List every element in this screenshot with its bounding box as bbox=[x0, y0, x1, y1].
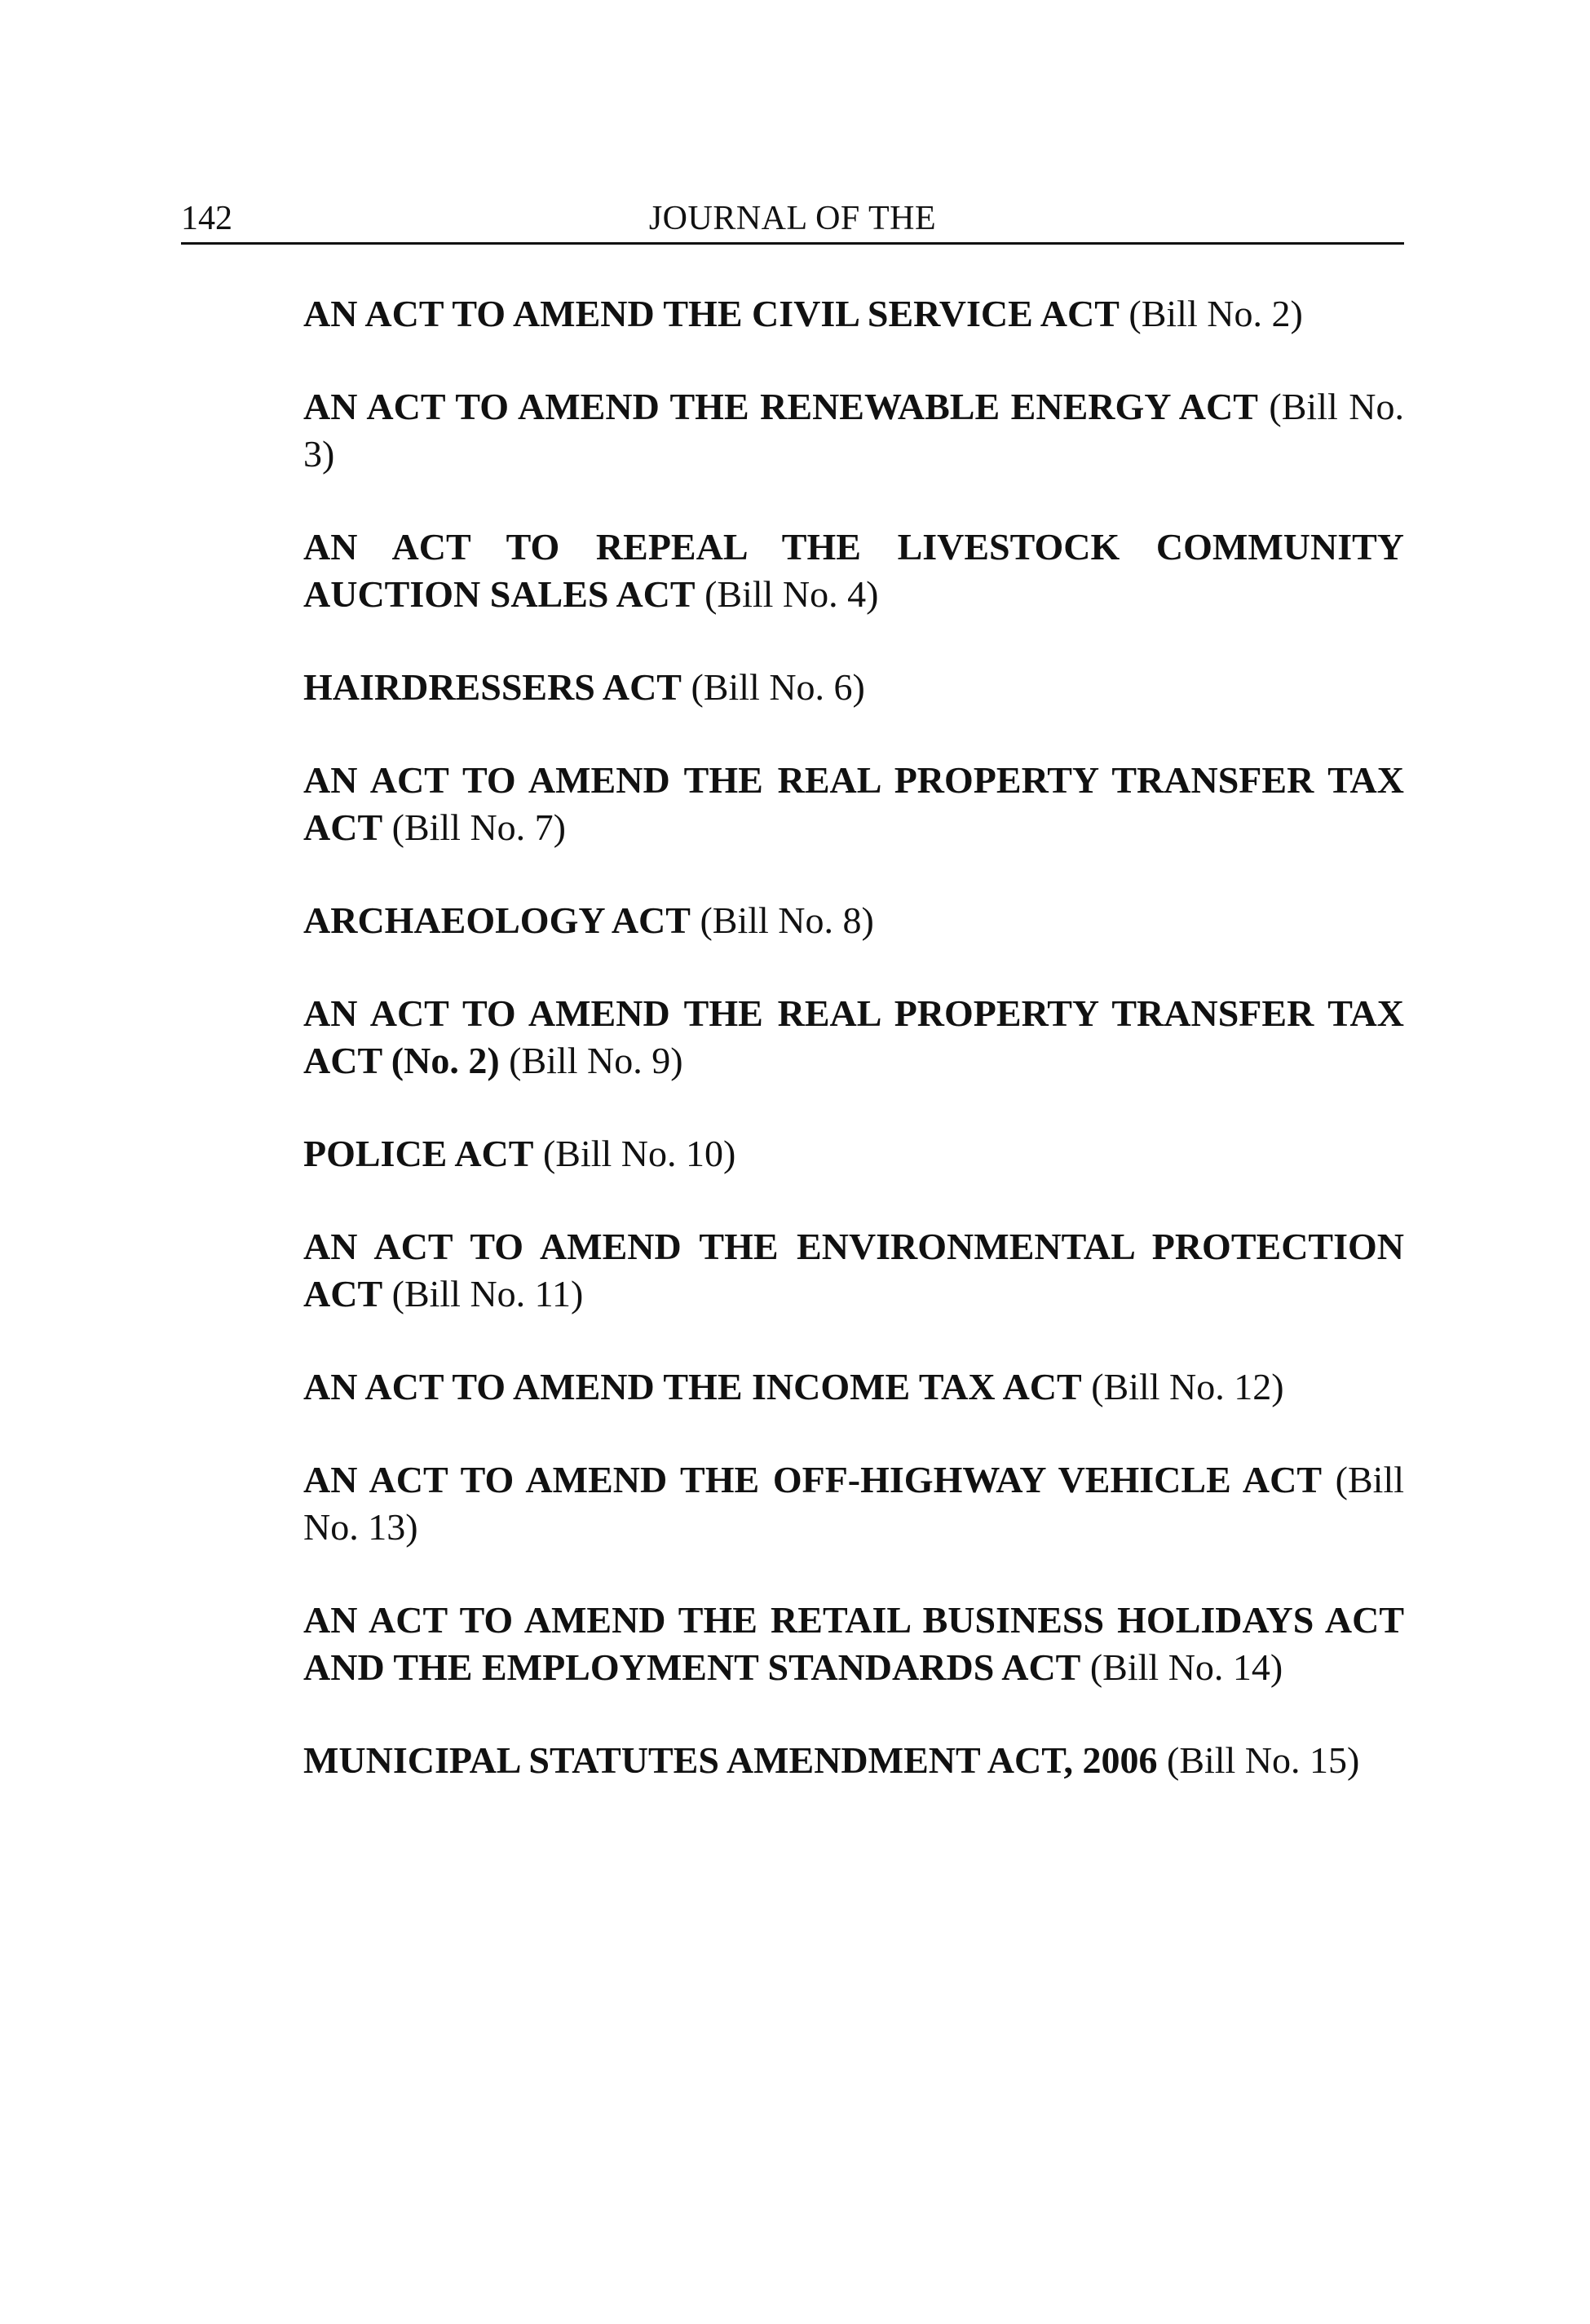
running-head: JOURNAL OF THE bbox=[648, 200, 937, 237]
page-number: 142 bbox=[181, 200, 232, 237]
bill-number: (Bill No. 7) bbox=[391, 806, 567, 848]
bill-number: (Bill No. 6) bbox=[691, 666, 865, 708]
bill-number: (Bill No. 4) bbox=[704, 573, 879, 615]
bill-title: AN ACT TO AMEND THE INCOME TAX ACT bbox=[303, 1366, 1082, 1407]
bill-entry bbox=[303, 524, 1404, 618]
page-header bbox=[181, 197, 1404, 245]
bill-number: (Bill No. 14) bbox=[1089, 1646, 1283, 1688]
bill-title: AN ACT TO AMEND THE ENVIRONMENTAL PROTECTION ACT bbox=[303, 1226, 1404, 1314]
bill-entry bbox=[303, 664, 1404, 711]
bill-title: AN ACT TO REPEAL THE LIVESTOCK COMMUNITY AUCTION SALES ACT bbox=[303, 526, 1404, 615]
bill-number: (Bill No. 10) bbox=[542, 1133, 736, 1174]
bill-title: AN ACT TO AMEND THE REAL PROPERTY TRANSFER TAX ACT bbox=[303, 759, 1404, 848]
bill-entry bbox=[303, 990, 1404, 1085]
bill-entry bbox=[303, 1597, 1404, 1691]
bill-title: HAIRDRESSERS ACT bbox=[303, 666, 682, 708]
bill-title: AN ACT TO AMEND THE REAL PROPERTY TRANSFER TAX ACT (No. 2) bbox=[303, 992, 1404, 1081]
bill-entry bbox=[303, 290, 1404, 338]
bill-number: (Bill No. 2) bbox=[1128, 293, 1303, 334]
bill-entry bbox=[303, 1223, 1404, 1318]
bill-title: AN ACT TO AMEND THE RENEWABLE ENERGY ACT bbox=[303, 386, 1258, 427]
bill-number: (Bill No. 9) bbox=[509, 1040, 683, 1081]
bill-entry bbox=[303, 1363, 1404, 1411]
bill-title: AN ACT TO AMEND THE OFF-HIGHWAY VEHICLE ACT bbox=[303, 1459, 1322, 1500]
bill-entry bbox=[303, 1130, 1404, 1177]
bill-number: (Bill No. 3) bbox=[303, 386, 1405, 475]
bill-number: (Bill No. 13) bbox=[303, 1459, 1405, 1548]
bill-title: ARCHAEOLOGY ACT bbox=[303, 899, 691, 941]
bill-title: MUNICIPAL STATUTES AMENDMENT ACT, 2006 bbox=[303, 1739, 1158, 1781]
bill-title: AN ACT TO AMEND THE CIVIL SERVICE ACT bbox=[303, 293, 1120, 334]
bill-title: AN ACT TO AMEND THE RETAIL BUSINESS HOLIDAYS ACT AND THE EMPLOYMENT STANDARDS ACT bbox=[303, 1599, 1404, 1688]
bill-entry bbox=[303, 1737, 1404, 1784]
bill-entry bbox=[303, 1456, 1404, 1551]
bill-entry bbox=[303, 757, 1404, 851]
bill-number: (Bill No. 8) bbox=[700, 899, 874, 941]
bill-entry bbox=[303, 897, 1404, 944]
bill-list bbox=[303, 290, 1404, 1830]
bill-number: (Bill No. 12) bbox=[1091, 1366, 1284, 1407]
bill-entry bbox=[303, 383, 1404, 478]
bill-number: (Bill No. 11) bbox=[391, 1273, 584, 1314]
bill-number: (Bill No. 15) bbox=[1167, 1739, 1360, 1781]
bill-title: POLICE ACT bbox=[303, 1133, 534, 1174]
